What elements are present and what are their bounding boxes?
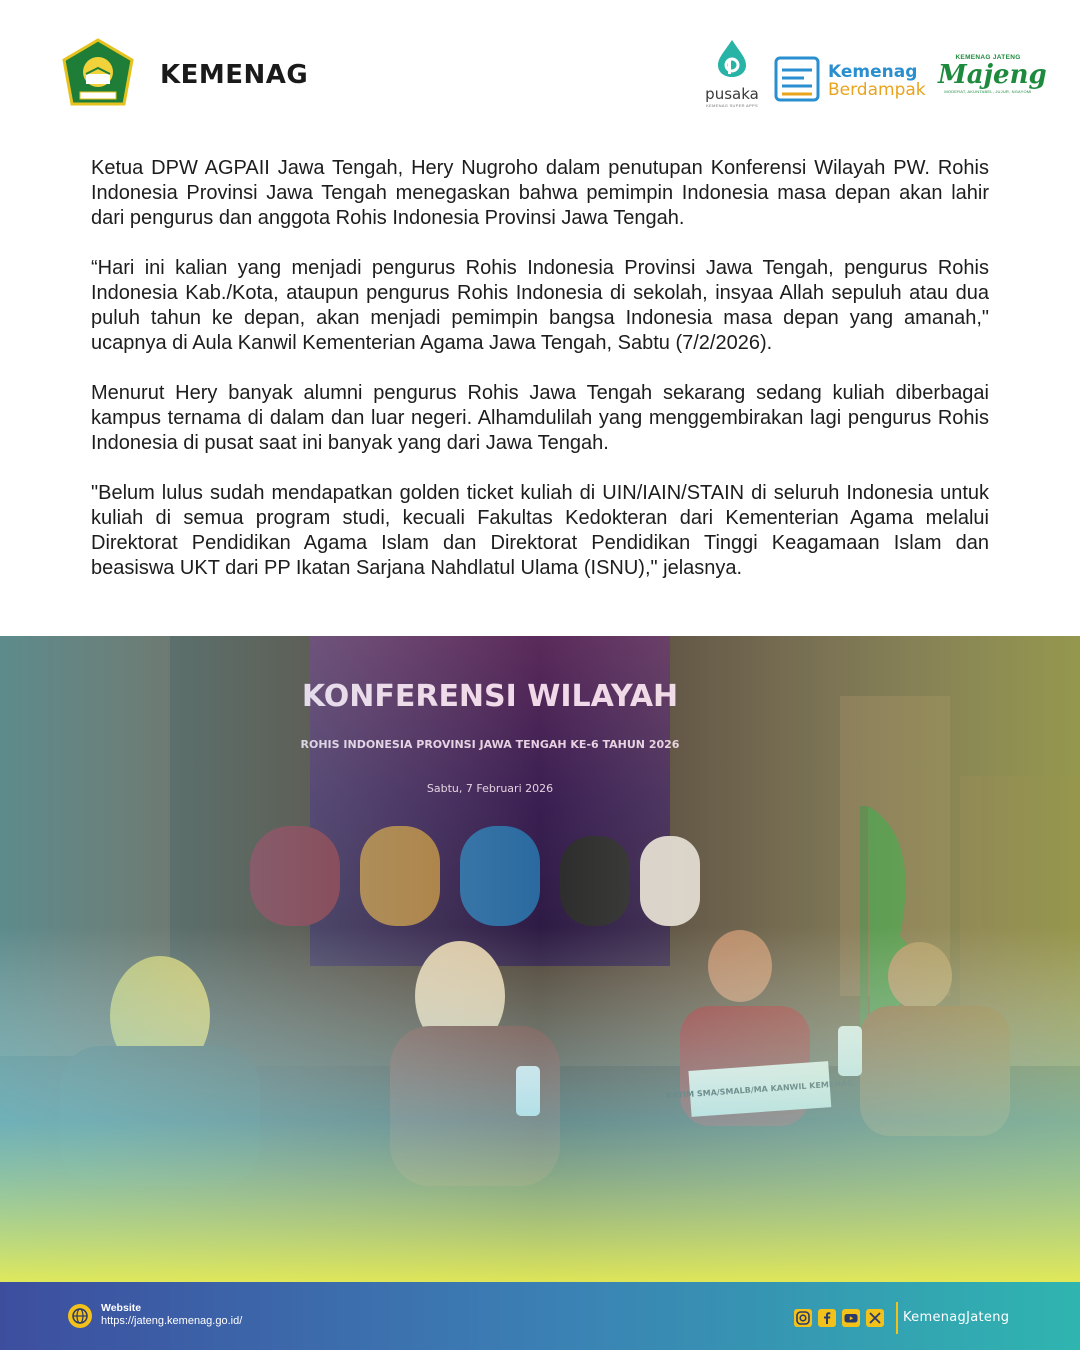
article-body [91, 156, 989, 606]
youtube-icon[interactable] [842, 1309, 860, 1327]
event-photo [0, 636, 1080, 1282]
majeng-motto: MODERAT, AKUNTABEL, JUJUR, NGAYOMI [944, 89, 1032, 94]
footer-divider [896, 1302, 898, 1334]
event-photo-illustration [0, 636, 1080, 1282]
berdampak-mark-icon [774, 56, 820, 102]
website-url[interactable]: https://jateng.kemenag.go.id/ [101, 1315, 243, 1327]
berdampak-line1: Kemenag [828, 62, 918, 82]
kemenag-emblem-icon [60, 38, 136, 114]
berdampak-line2: Berdampak [828, 80, 926, 100]
header [0, 0, 1080, 130]
pusaka-name: pusaka [705, 85, 759, 103]
pusaka-logo [702, 38, 762, 108]
globe-icon [68, 1304, 92, 1328]
pusaka-drop-icon [716, 38, 748, 78]
majeng-logo [938, 54, 1047, 106]
brand-name: KEMENAG [160, 60, 309, 90]
x-icon[interactable] [866, 1309, 884, 1327]
majeng-top: KEMENAG JATENG [955, 54, 1021, 61]
majeng-name: Majeng [938, 60, 1047, 90]
article-paragraph: “Hari ini kalian yang menjadi pengurus Rohis Indonesia Provinsi Jawa Tengah, pengurus Rohis Indonesia Kab./Kota, ataupun pengurus Rohis Indonesia di sekolah, insyaa Allah sepuluh atau dua puluh tahun ke depan, akan menjadi pemimpin bangsa Indonesia masa depan yang amanah," ucapnya di Aula Kanwil Kementerian Agama Jawa Tengah, Sabtu (7/2/2026). [91, 257, 989, 354]
website-label: Website [101, 1302, 142, 1314]
facebook-icon[interactable] [818, 1309, 836, 1327]
article-paragraph: "Belum lulus sudah mendapatkan golden ticket kuliah di UIN/IAIN/STAIN di seluruh Indonesia untuk kuliah di semua program studi, kecuali Fakultas Kedokteran dari Kementerian Agama melalui Direktorat Pendidikan Agama Islam dan Direktorat Pendidikan Tinggi Keagamaan Islam dan beasiswa UKT dari PP Ikatan Sarjana Nahdlatul Ulama (ISNU)," jelasnya. [91, 482, 989, 579]
article-paragraph: Ketua DPW AGPAII Jawa Tengah, Hery Nugroho dalam penutupan Konferensi Wilayah PW. Rohis Indonesia Provinsi Jawa Tengah menegaskan bahwa pemimpin Indonesia masa depan akan lahir dari pengurus dan anggota Rohis Indonesia Provinsi Jawa Tengah. [91, 157, 989, 229]
article-paragraph: Menurut Hery banyak alumni pengurus Rohis Jawa Tengah sekarang sedang kuliah diberbagai kampus ternama di dalam dan luar negeri. Alhamdulilah yang menggembirakan lagi pengurus Rohis Indonesia di pusat saat ini banyak yang dari Jawa Tengah. [91, 382, 989, 454]
pusaka-tagline: KEMENAG SUPER APPS [706, 103, 758, 108]
kemenag-berdampak-logo [774, 56, 930, 104]
instagram-icon[interactable] [794, 1309, 812, 1327]
footer [0, 1282, 1080, 1350]
social-handle[interactable]: KemenagJateng [903, 1310, 1010, 1325]
